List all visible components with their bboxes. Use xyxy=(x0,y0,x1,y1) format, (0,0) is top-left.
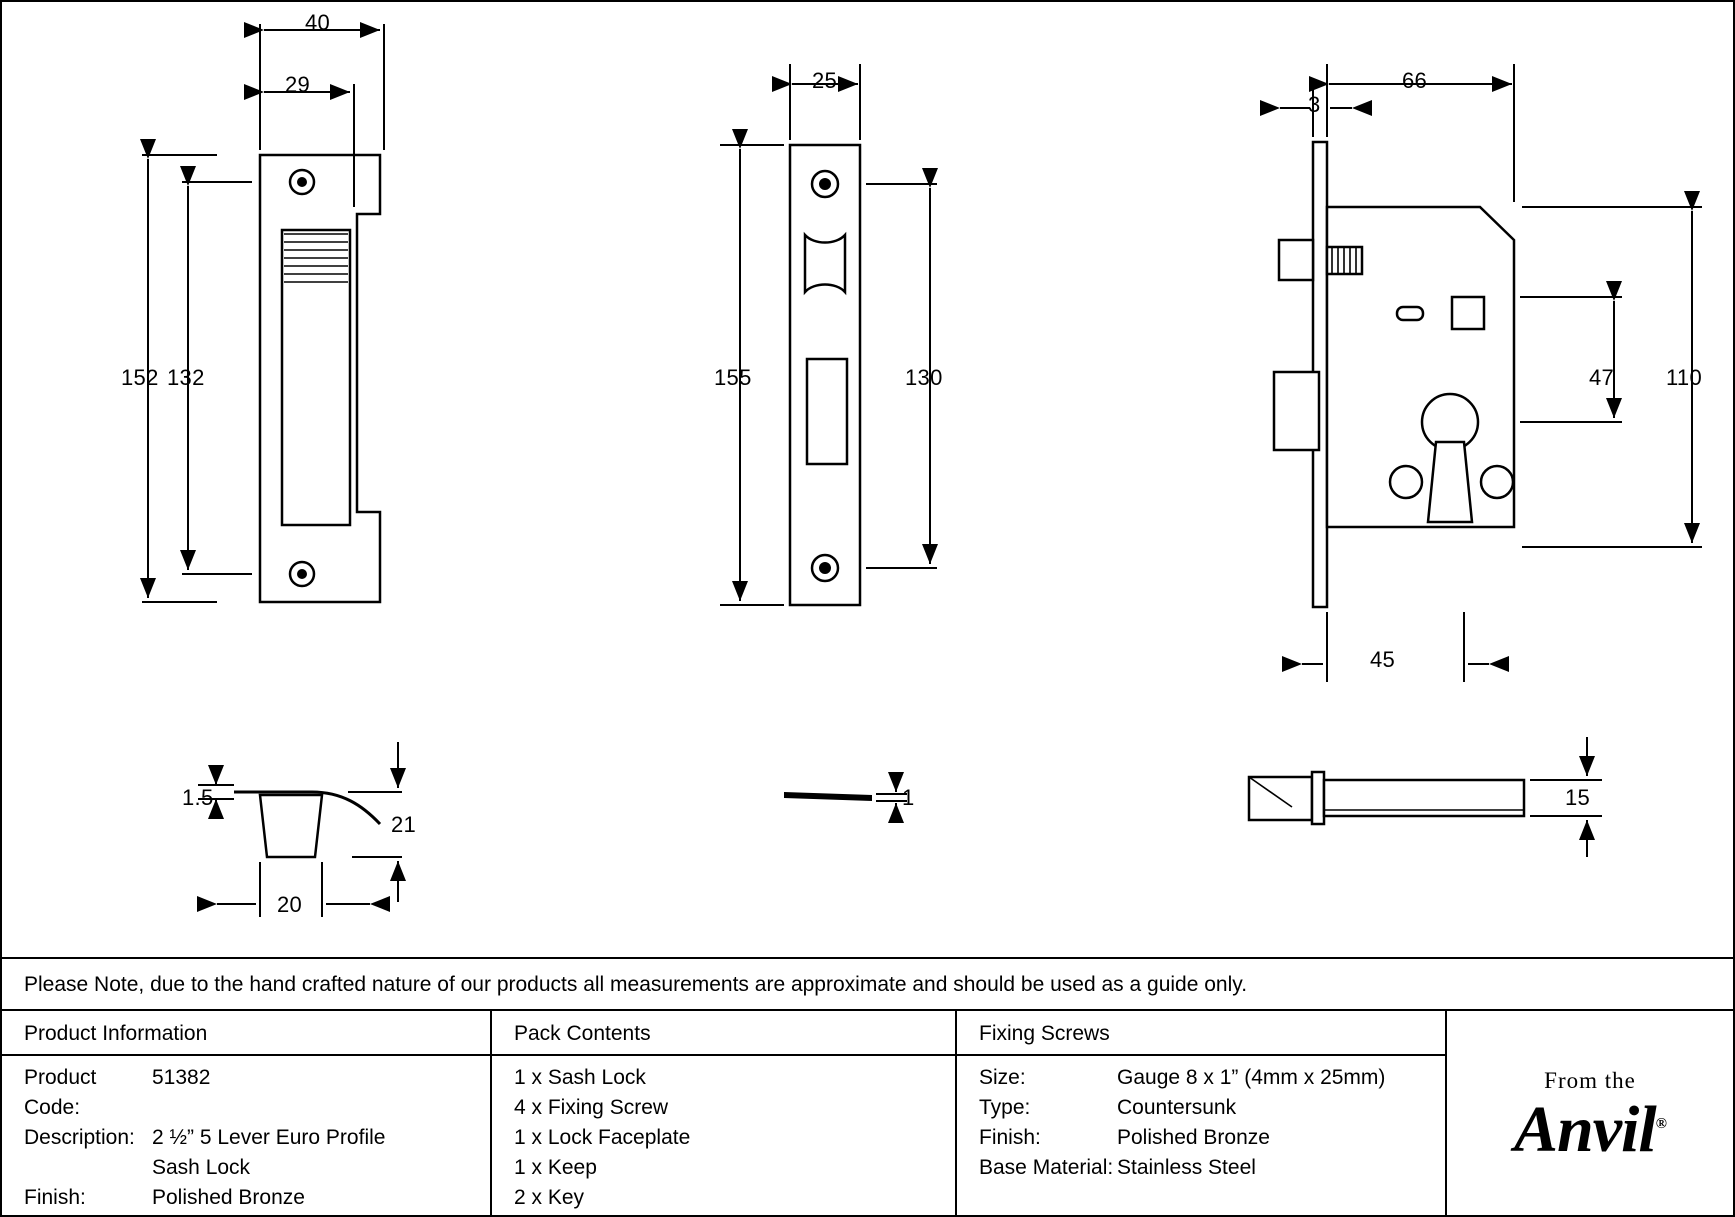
product-information-rows xyxy=(2,1063,490,1213)
list-item: 4 x Fixing Screw xyxy=(514,1096,669,1119)
logo-brand-text xyxy=(1514,1093,1666,1166)
dim-keep-profile-depth: 21 xyxy=(391,812,417,837)
table-row xyxy=(2,1153,490,1183)
row-key: Finish: xyxy=(24,1186,86,1209)
fixing-screws-heading: Fixing Screws xyxy=(979,1022,1110,1045)
fixing-screws-rows xyxy=(957,1063,1445,1183)
dim-lock-faceplate-thickness: 3 xyxy=(1308,92,1321,117)
row-key: Finish: xyxy=(979,1126,1041,1149)
row-value: 2 ½” 5 Lever Euro Profile xyxy=(152,1126,386,1149)
dim-faceplate-height: 155 xyxy=(714,365,752,390)
dim-keep-profile-width: 20 xyxy=(277,892,303,917)
logo-brand-word: Anvil xyxy=(1514,1093,1656,1166)
table-row xyxy=(2,1123,490,1153)
info-tables xyxy=(2,1009,1733,1217)
dim-lock-backset: 45 xyxy=(1370,647,1396,672)
row-key xyxy=(2,1153,152,1183)
table-row xyxy=(2,1183,490,1213)
row-key: Description: xyxy=(24,1126,135,1149)
list-item: 1 x Keep xyxy=(514,1156,597,1179)
dim-keep-height-outer: 152 xyxy=(121,365,159,390)
dim-lock-case-height: 110 xyxy=(1666,365,1702,390)
list-item: 2 x Key xyxy=(514,1186,585,1209)
product-information-heading: Product Information xyxy=(24,1022,208,1045)
note-row xyxy=(2,957,1733,1009)
dim-keep-width-inner: 29 xyxy=(285,72,311,97)
dim-keep-height-inner: 132 xyxy=(167,365,205,390)
logo-from-the-text: From the xyxy=(1544,1068,1636,1093)
brand-logo xyxy=(1447,1011,1733,1217)
pack-contents-list xyxy=(492,1063,955,1213)
dim-keep-profile-thickness: 1.5 xyxy=(182,785,214,810)
table-row xyxy=(957,1153,1445,1183)
row-value: Countersunk xyxy=(1117,1096,1237,1119)
list-item: 1 x Lock Faceplate xyxy=(514,1126,691,1149)
dim-lock-depth: 15 xyxy=(1565,785,1591,810)
row-key: Product Code: xyxy=(24,1066,97,1119)
table-row xyxy=(957,1093,1445,1123)
row-value: Polished Bronze xyxy=(152,1186,305,1209)
product-information-column xyxy=(2,1011,492,1217)
dim-faceplate-thickness: 1 xyxy=(902,785,915,810)
dim-lock-centres: 47 xyxy=(1589,365,1615,390)
row-value: Sash Lock xyxy=(152,1156,251,1179)
note-text: Please Note, due to the hand crafted nature of our products all measurements are approximate and should be used as a guide only. xyxy=(24,973,1248,996)
registered-trademark-icon: ® xyxy=(1655,1116,1666,1132)
pack-contents-heading: Pack Contents xyxy=(514,1022,651,1045)
row-key: Base Material: xyxy=(979,1156,1114,1179)
table-row xyxy=(957,1123,1445,1153)
row-key: Type: xyxy=(979,1096,1031,1119)
row-value: Stainless Steel xyxy=(1117,1156,1256,1179)
dim-faceplate-width: 25 xyxy=(812,68,838,93)
list-item: 1 x Sash Lock xyxy=(514,1066,646,1089)
row-value: 51382 xyxy=(152,1066,211,1089)
row-key: Size: xyxy=(979,1066,1026,1089)
dim-lock-case-width: 66 xyxy=(1402,68,1428,93)
table-row xyxy=(2,1063,490,1123)
table-row xyxy=(957,1063,1445,1093)
pack-contents-column xyxy=(492,1011,957,1217)
dim-faceplate-hole-span: 130 xyxy=(905,365,943,390)
fixing-screws-column xyxy=(957,1011,1447,1217)
row-value: Gauge 8 x 1” (4mm x 25mm) xyxy=(1117,1066,1386,1089)
row-value: Polished Bronze xyxy=(1117,1126,1270,1149)
dim-keep-width-outer: 40 xyxy=(305,10,331,35)
